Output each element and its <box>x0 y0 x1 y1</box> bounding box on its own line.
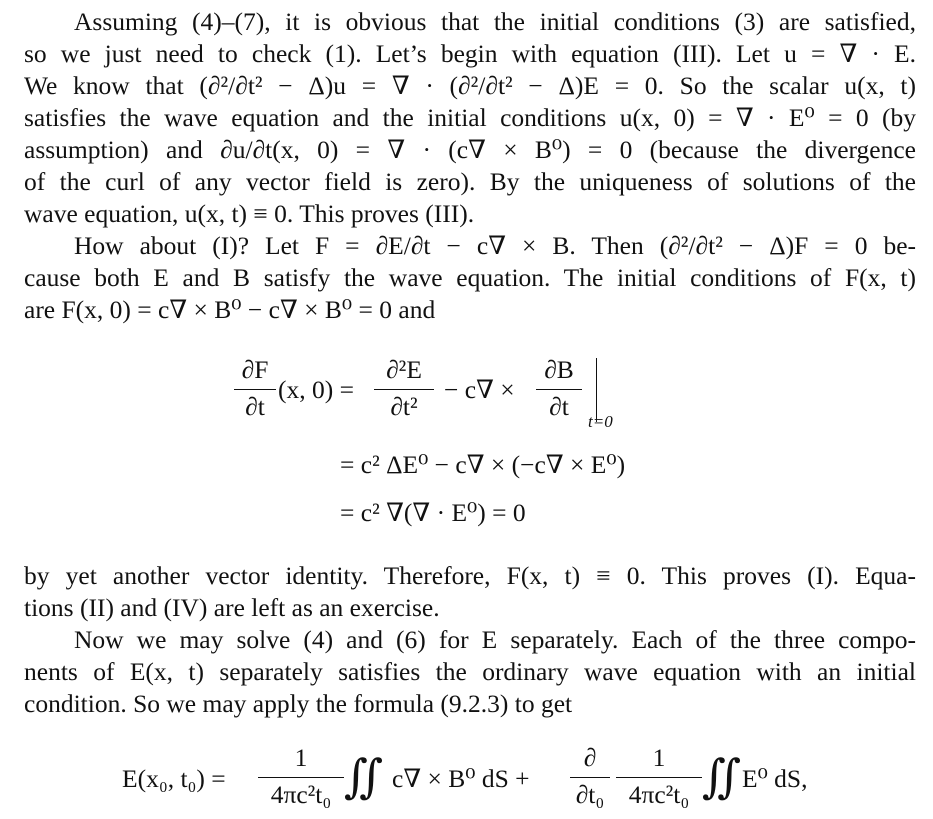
fraction-numerator: ∂²E <box>386 355 422 384</box>
fraction-bar <box>536 389 582 390</box>
fraction-denominator: ∂t <box>245 392 265 421</box>
fraction-bar <box>258 777 344 778</box>
text-line: assumption) and ∂u/∂t(x, 0) = ∇ · (c∇ × B⁰) = 0 (because the divergence <box>24 135 916 164</box>
text-line: cause both E and B satisfy the wave equation. The initial conditions of F(x, t) <box>24 263 916 292</box>
fraction-numerator: ∂F <box>241 355 269 384</box>
text-line: are F(x, 0) = c∇ × B⁰ − c∇ × B⁰ = 0 and <box>24 295 436 324</box>
double-integral: ∬ <box>344 751 384 802</box>
text-line: condition. So we may apply the formula (9.2.3) to get <box>24 689 573 718</box>
fraction-bar <box>616 777 702 778</box>
text-line: tions (II) and (IV) are left as an exercise. <box>24 593 440 622</box>
text-line: Assuming (4)–(7), it is obvious that the initial conditions (3) are satisfied, <box>74 7 916 36</box>
fraction-denominator: 4πc²t₀ <box>628 780 690 809</box>
evaluation-subscript: t=0 <box>588 412 613 431</box>
text-line: so we just need to check (1). Let’s begin with equation (III). Let u = ∇ · E. <box>24 39 916 68</box>
fraction-bar <box>234 389 276 390</box>
text-line: by yet another vector identity. Therefore, F(x, t) ≡ 0. This proves (I). Equa- <box>24 561 916 590</box>
fraction-numerator: 1 <box>294 743 308 772</box>
text-line: wave equation, u(x, t) ≡ 0. This proves (III). <box>24 199 475 228</box>
equation-text: = c² ΔE⁰ − c∇ × (−c∇ × E⁰) <box>340 450 626 479</box>
fraction-numerator: ∂B <box>544 355 574 384</box>
equation-text: (x, 0) = <box>278 375 354 404</box>
text-line: How about (I)? Let F = ∂E/∂t − c∇ × B. Then (∂²/∂t² − Δ)F = 0 be- <box>74 231 916 260</box>
fraction-denominator: 4πc²t₀ <box>270 780 332 809</box>
fraction-denominator: ∂t₀ <box>575 780 605 809</box>
text-line: Now we may solve (4) and (6) for E separately. Each of the three compo- <box>74 625 916 654</box>
fraction-numerator: 1 <box>652 743 666 772</box>
equation-text: − c∇ × <box>444 375 515 404</box>
fraction-denominator: ∂t <box>549 392 569 421</box>
fraction-numerator: ∂ <box>583 743 597 772</box>
equation-text: E(x₀, t₀) = <box>122 764 226 793</box>
text-line: of the curl of any vector field is zero). By the uniqueness of solutions of the <box>24 167 916 196</box>
text-line: nents of E(x, t) separately satisfies the ordinary wave equation with an initial <box>24 657 916 686</box>
text-line: We know that (∂²/∂t² − Δ)u = ∇ · (∂²/∂t² − Δ)E = 0. So the scalar u(x, t) <box>24 71 916 100</box>
fraction-denominator: ∂t² <box>390 392 418 421</box>
double-integral: ∬ <box>702 751 742 802</box>
equation-text: = c² ∇(∇ · E⁰) = 0 <box>340 498 526 527</box>
fraction-bar <box>374 389 434 390</box>
equation-text: c∇ × B⁰ dS + <box>392 764 530 793</box>
text-line: satisfies the wave equation and the initial conditions u(x, 0) = ∇ · E⁰ = 0 (by <box>24 103 916 132</box>
equation-text: E⁰ dS, <box>742 764 808 793</box>
fraction-bar <box>570 777 610 778</box>
